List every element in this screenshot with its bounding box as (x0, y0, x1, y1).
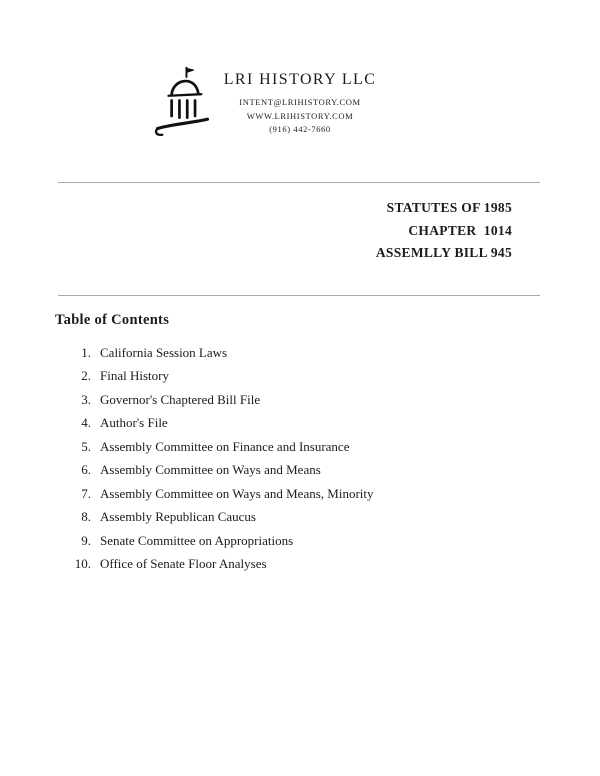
toc-item-label: Assembly Committee on Ways and Means (100, 462, 321, 477)
toc-item (63, 533, 600, 557)
letterhead-text (0, 72, 600, 134)
toc-item-number: 4. (81, 415, 91, 430)
capitol-building-sketch-icon (142, 60, 220, 144)
toc-item (63, 486, 600, 510)
toc-item (63, 368, 600, 392)
letterhead (0, 0, 600, 160)
toc-item-label: Governor's Chaptered Bill File (100, 391, 261, 407)
table-of-contents (0, 296, 600, 580)
company-name: LRI HISTORY LLC (223, 71, 377, 88)
letterhead-website: WWW.LRIHISTORY.COM (246, 110, 354, 121)
toc-item-label: Final History (100, 368, 169, 383)
letterhead-email: INTENT@LRIHISTORY.COM (239, 97, 361, 107)
toc-item-number: 3. (81, 391, 91, 407)
letterhead-phone: (916) 442-7660 (269, 124, 331, 134)
toc-item-label: Senate Committee on Appropriations (100, 532, 294, 548)
toc-item-label: Author's File (100, 415, 168, 430)
toc-item-number: 8. (81, 509, 91, 524)
toc-item-label: California Session Laws (100, 344, 228, 360)
toc-item-label: Assembly Committee on Ways and Means, Minority (100, 485, 374, 501)
toc-item-number: 6. (81, 462, 91, 477)
toc-item (63, 439, 600, 463)
toc-item-label: Assembly Committee on Finance and Insurance (100, 438, 350, 454)
toc-item-number: 7. (81, 485, 91, 501)
toc-item-number: 1. (81, 344, 91, 360)
toc-item (63, 462, 600, 486)
toc-item-number: 5. (81, 438, 91, 454)
toc-item-label: Assembly Republican Caucus (100, 509, 256, 524)
toc-item-number: 2. (81, 368, 91, 383)
statute-line-1: STATUTES OF 1985 (386, 200, 512, 215)
toc-item (63, 392, 600, 416)
statute-line-2: CHAPTER 1014 (408, 222, 512, 238)
toc-item (63, 509, 600, 533)
toc-list (63, 345, 600, 580)
toc-item (63, 556, 600, 580)
statute-line-3: ASSEMLLY BILL 945 (375, 245, 512, 260)
toc-item-number: 9. (81, 532, 91, 548)
toc-item-number: 10. (74, 556, 91, 571)
toc-item-label: Office of Senate Floor Analyses (100, 556, 267, 571)
statute-block (0, 183, 600, 275)
toc-item (63, 345, 600, 369)
toc-item (63, 415, 600, 439)
toc-heading: Table of Contents (55, 311, 170, 328)
